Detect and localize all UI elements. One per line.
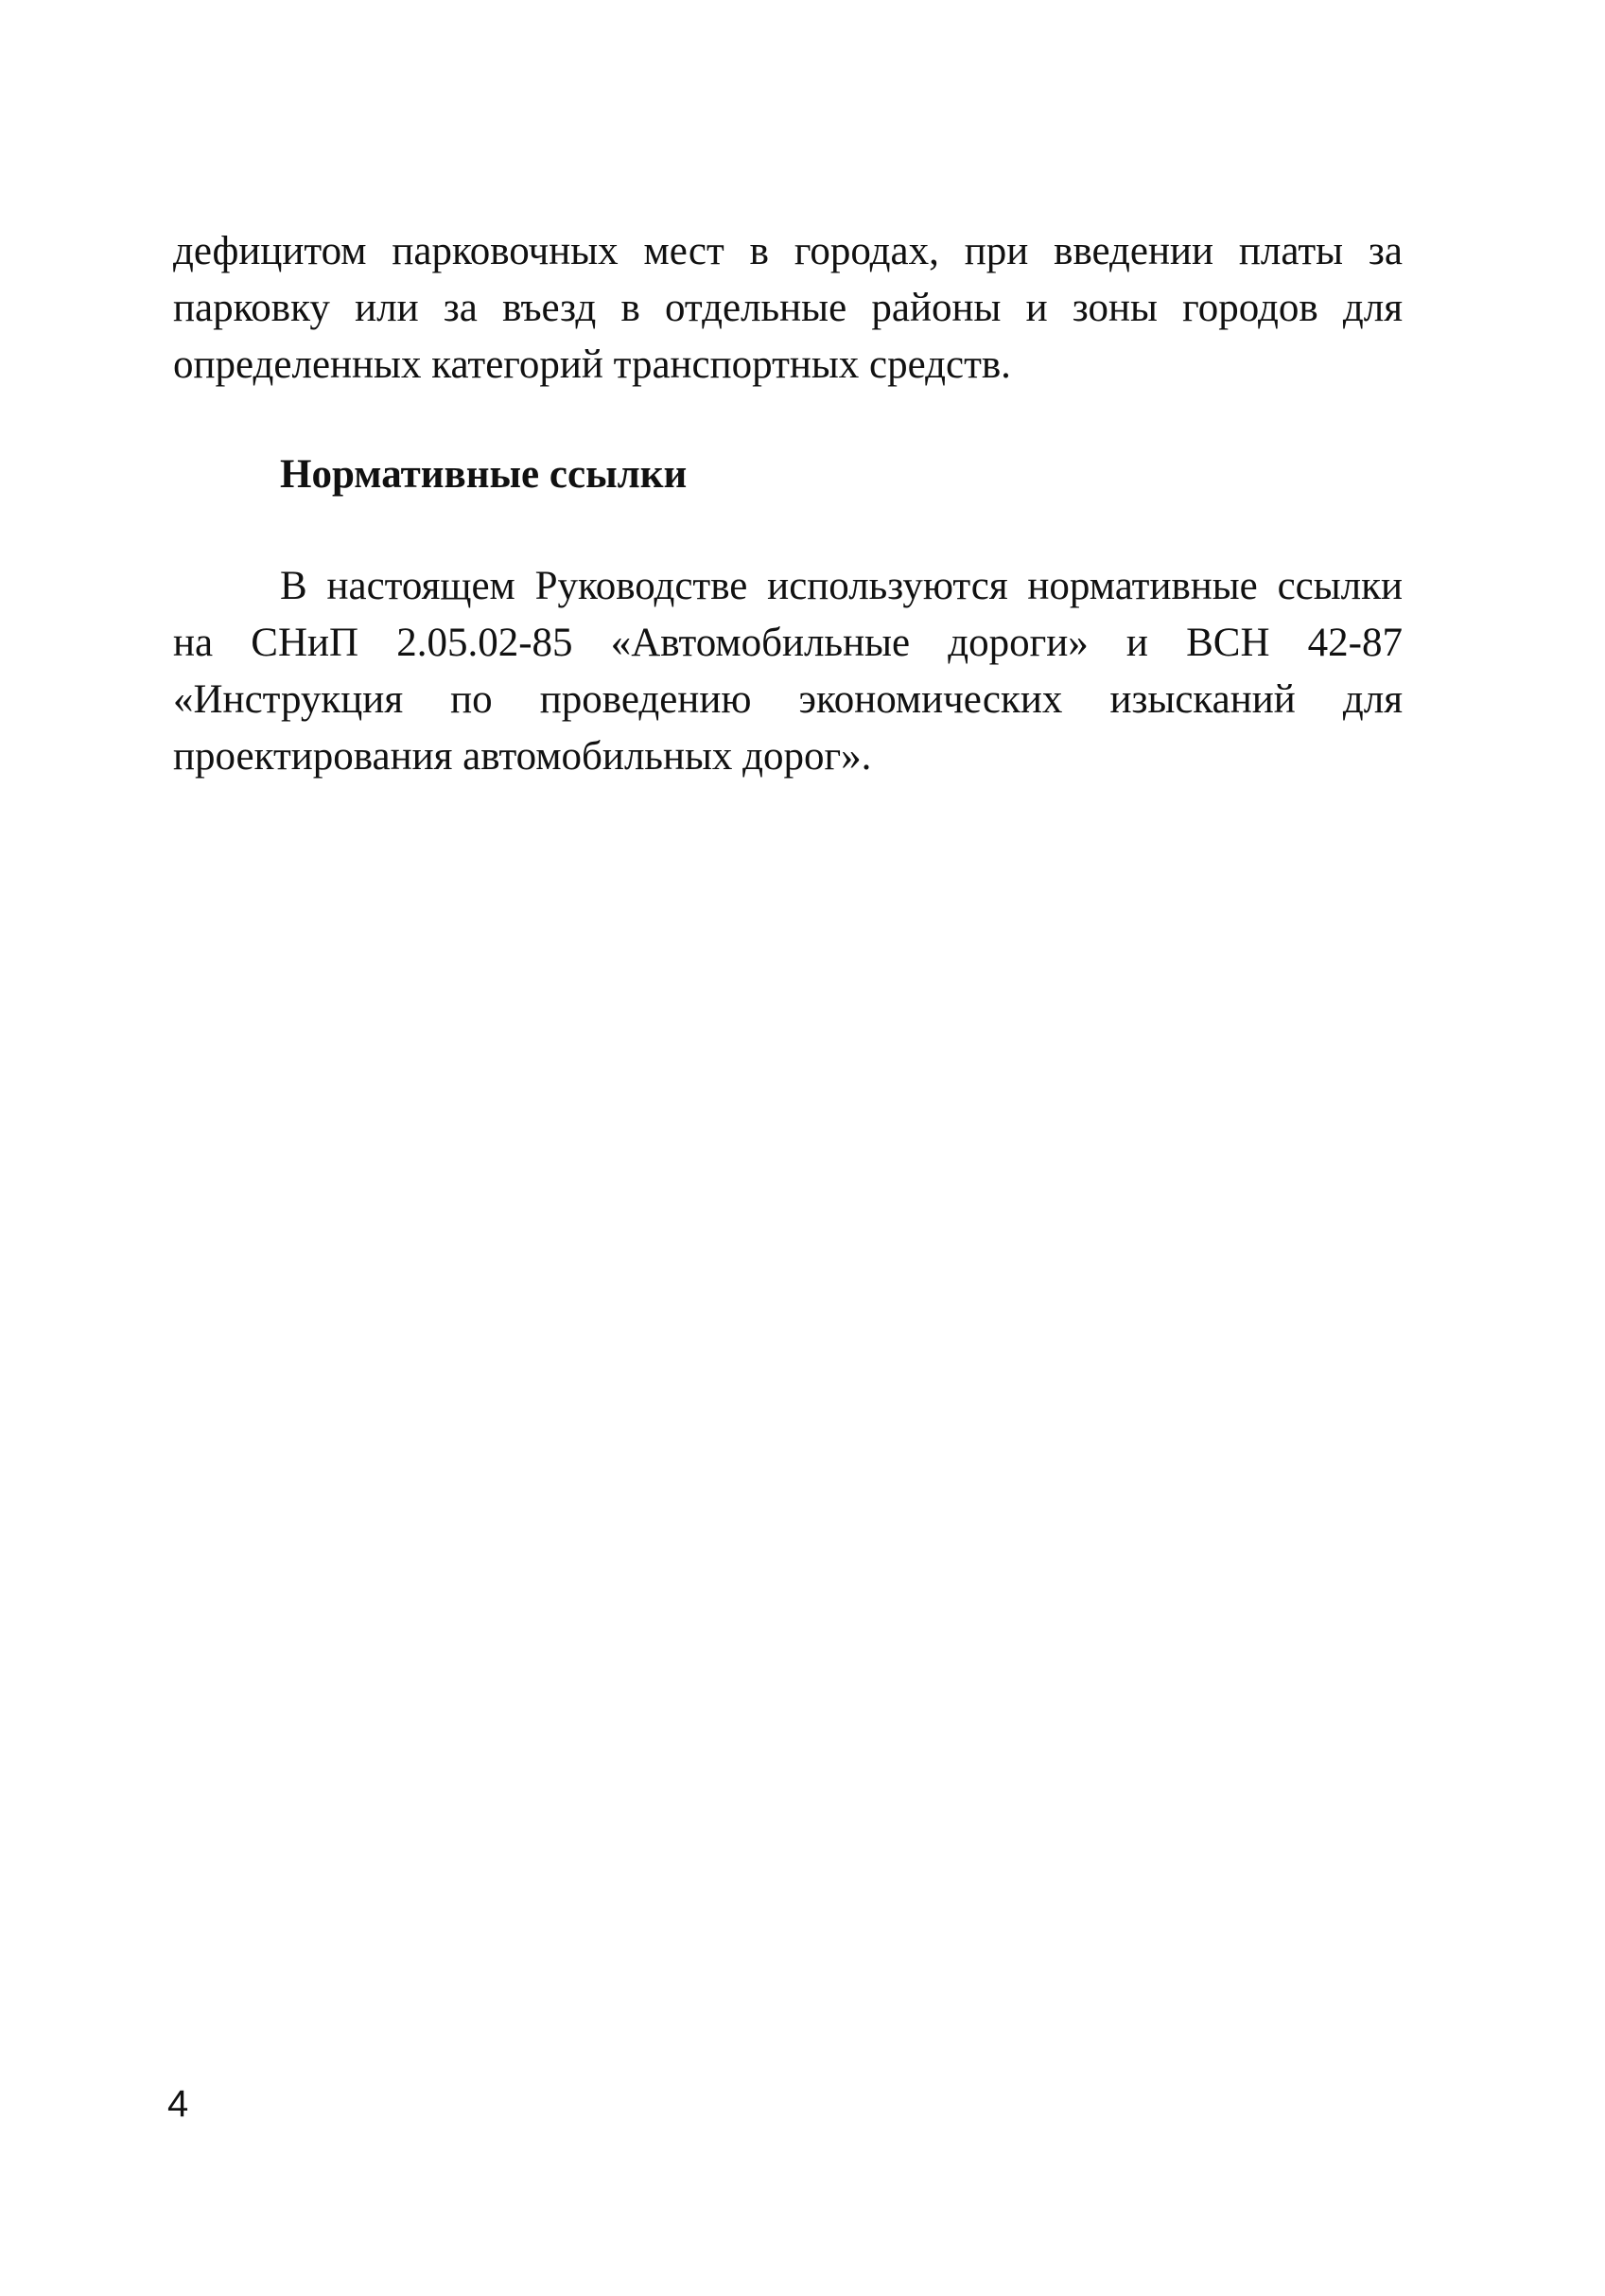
paragraph-line: «Инструкция по проведению экономических изысканий для [173, 677, 1403, 722]
paragraph-line: на СНиП 2.05.02-85 «Автомобильные дороги» и ВСН 42-87 [173, 621, 1403, 665]
paragraph-line: определенных категорий транспортных средств. [173, 342, 1011, 387]
intro-paragraph [173, 223, 1403, 394]
references-paragraph [173, 558, 1403, 785]
section-heading: Нормативные ссылки [280, 452, 688, 497]
paragraph-line: парковку или за въезд в отдельные районы и зоны городов для [173, 286, 1403, 330]
page-number: 4 [167, 2083, 189, 2125]
paragraph-line: проектирования автомобильных дорог». [173, 734, 872, 779]
paragraph-line: В настоящем Руководстве используются нормативные ссылки [280, 564, 1403, 608]
paragraph-line: дефицитом парковочных мест в городах, при введении платы за [173, 229, 1403, 273]
